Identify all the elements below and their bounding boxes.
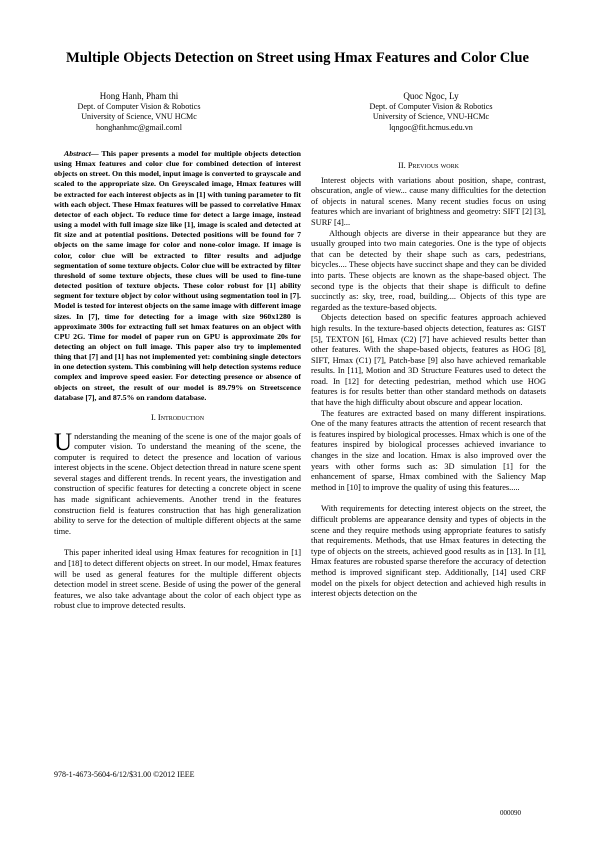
paper-title: Multiple Objects Detection on Street using Hmax Features and Color Clue	[66, 50, 529, 66]
previous-paragraph-1: Interest objects with variations about position, shape, contrast, obscuration, angle of view... cause many difficulties for the detection of objects in natural scenes. Many recent studies focus on using features which are invariant of brightness and geometry: SIFT [2] [3], SURF [4]...	[311, 175, 546, 227]
author-dept: Dept. of Computer Vision & Robotics	[77, 102, 201, 111]
left-column	[54, 149, 301, 612]
section-number: I.	[150, 412, 156, 422]
previous-paragraph-5: With requirements for detecting interest objects on the street, the difficult problems are appearance density and types of objects in the scene and they require methods using appropriate features to satisfy that requirements. Methods, that use Hmax features in detecting the type of objects on the streets, achieved good results as in [13]. In [1], Hmax features are robusted sparse therefore the accuracy of detection method is improved significant step. Additionally, [14] used CRF model on the pixels for object detection and achieved high results in interest objects detection on the	[311, 504, 546, 599]
section-heading-introduction	[54, 413, 301, 424]
isbn-footer: 978-1-4673-5604-6/12/$31.00 ©2012 IEEE	[54, 770, 195, 779]
previous-paragraph-3: Objects detection based on specific features approach achieved high results. In the texture-based objects detection, features as: GIST [5], TEXTON [6], Hmax (C2) [7] have achieved results better than other features. With the shape-based objects, features as HOG [8], SIFT, Hmax (C1) [7], Patch-base [9] also have achieved remarkable results. In [11], Motion and 3D Structure Features used to detect the road. In [12] for detecting pedestrian, method which use HOG features is for results better than other standard methods on datasets that have the high difficulty about obscure and appear location.	[311, 313, 546, 408]
author-email: lqngoc@fit.hcmus.edu.vn	[389, 122, 473, 132]
author-affiliation: University of Science, VNU-HCMc	[372, 112, 490, 122]
section-title: Previous work	[407, 161, 459, 170]
author-email: honghanhmc@gmail.coml	[96, 122, 182, 132]
intro-paragraph-1-text: nderstanding the meaning of the scene is one of the major goals of computer vision. To understand the meaning of the scene, the computer is required to detect the presence and location of various interest objects in the scene. Object detection thread in nature scene spent several stages and different trends. In recent years, the investigation and construction of specific features for detecting a concrete object in scene has made significant achievements. Another trend in the features construction field is features construction that has high generalization ability to serve for the detection of multiple different objects at the same time.	[54, 431, 301, 536]
author-affiliation: University of Science, VNU HCMc	[81, 112, 197, 122]
drop-cap: U	[54, 428, 73, 456]
section-title: Introduction	[157, 412, 205, 422]
intro-paragraph-1	[54, 428, 301, 538]
page-number: 000090	[500, 809, 521, 817]
right-column	[311, 161, 546, 600]
author-dept: Dept. of Computer Vision & Robotics	[369, 102, 493, 111]
previous-paragraph-4: The features are extracted based on many different inspirations. One of the many features attracts the attention of recent research that is features inspired by biological processes. Hmax which is one of the features inspired by biological processes achieved invariance to changes in the size and location. Hmax is also improved over the years with other forms such as: 3D simulation [1] for the enhancement of sparse, Hmax combined with the Saliency Map method in [10] to improve the quality of using this features.....	[311, 408, 546, 492]
author-block-1	[44, 90, 234, 133]
previous-paragraph-2: Although objects are diverse in their appearance but they are usually grouped into two main categories. One is the type of objects that can be detected by their shape such as cars, pedestrians, bicycles.... These objects have succinct shape and they can be divided into parts. These objects are known as the shape-based object. The second type is the objects that their shape is difficult to define succinctly as: sky, tree, road, building.... Objects of this type are regarded as the texture-based objects.	[311, 228, 546, 312]
abstract	[54, 149, 301, 403]
section-heading-previous-work	[311, 161, 546, 172]
author-block-2	[336, 90, 526, 133]
author-name: Quoc Ngoc, Ly	[403, 91, 459, 101]
section-number: II.	[398, 161, 406, 170]
abstract-text: This paper presents a model for multiple objects detection using Hmax features and color clue for combined detection of interest objects on street. On this model, input image is converted to grayscale and scaled to the appropriate size. On Greyscaled image, Hmax features will be extracted for each interest objects as in [1] with tuning parameter to fit with each object. These Hmax features will be passed to correlative Hmax detector of each object. To reduce time for detect a large image, instead using a model with full image size like [1], image is scaled and detected at fit size and at potential positions. Detected positions will be found for 7 objects on the same image for color and none-color image. If image is color, color clue will be extracted to filter results and adjudge segmentation of some texture objects. Color clue will be extracted by filter threshold of some texture objects, these clues will be used to fine-tune detected position of texture objects. These color robust for [1] ability segment for texture object by color without using segmentation tool in [7]. Model is tested for interest objects on the same image with different image sizes. In [7], time for detecting for a image with size 960x1280 is approximate 300s for extracting full set hmax features on an object with CPU 2G. Time for model of paper run on GPU is approximate 20s for detecting an object on full image. This paper also try to implemented thing that [7] and [1] has not implemented yet: combining single detectors in one detection system. This combining will help detection systems reduce complex and improve speed easier. For detecting presence or absence of objects on street, the result of our model is 89.79% on Streetscence database [7], and 87.5% on random database.	[54, 149, 301, 402]
intro-paragraph-2: This paper inherited ideal using Hmax features for recognition in [1] and [18] to detect different objects on street. In our model, Hmax features will be used as general features for the multiple different objects detection model in street scene. Beside of using the power of the general features, we also take advantage about the color of each object type as robust clue to improve detected results.	[54, 548, 301, 611]
author-name: Hong Hanh, Pham thi	[99, 91, 179, 101]
abstract-label: Abstract—	[64, 149, 99, 158]
